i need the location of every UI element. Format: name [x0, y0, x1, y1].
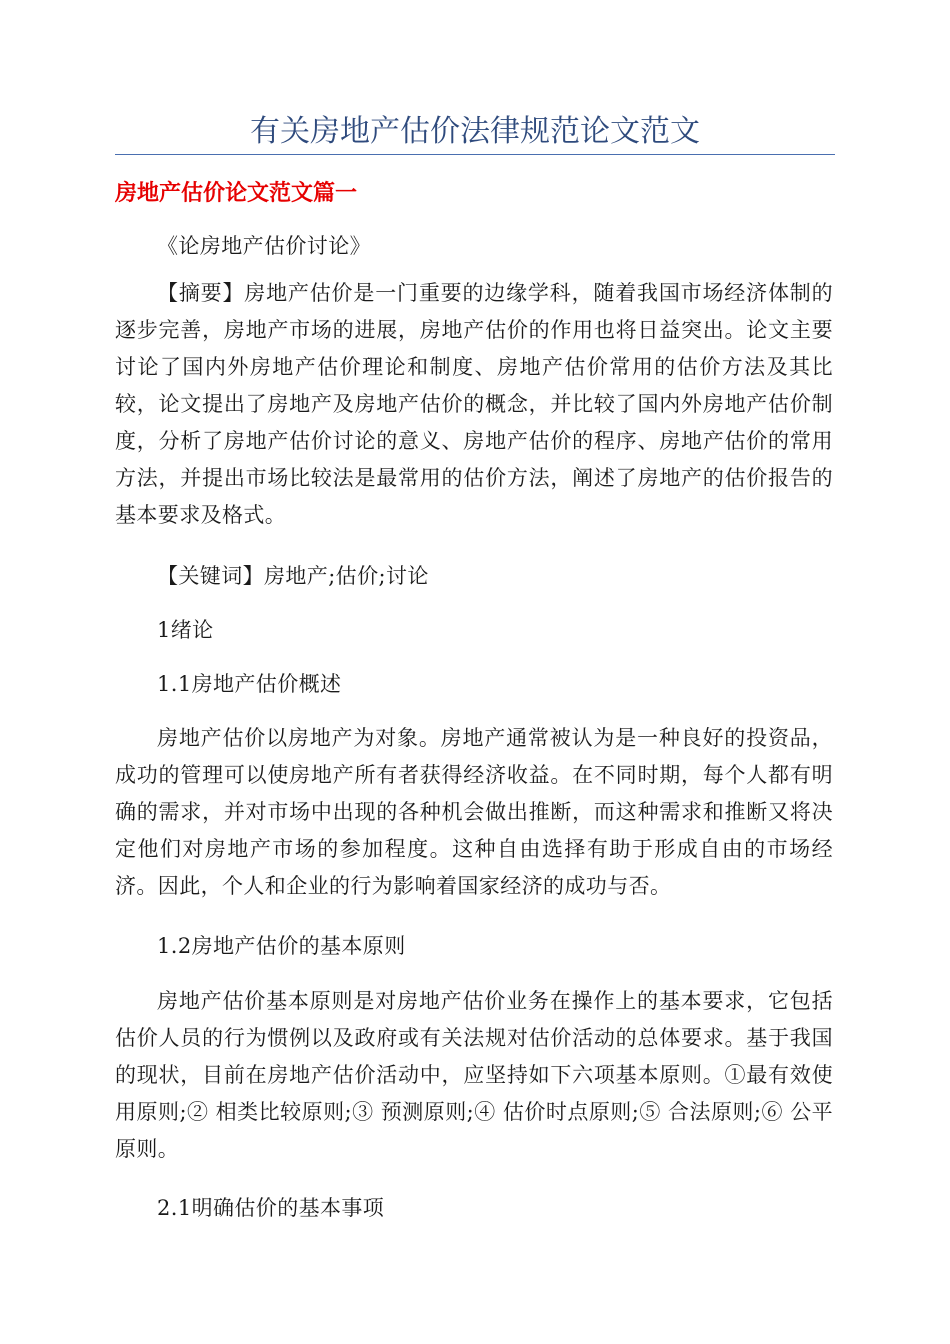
heading-1-1: 1.1房地产估价概述 [157, 672, 342, 696]
document-title: 有关房地产估价法律规范论文范文 [250, 114, 700, 149]
paper-title: 《论房地产估价讨论》 [157, 234, 371, 258]
abstract-paragraph: 【摘要】房地产估价是一门重要的边缘学科，随着我国市场经济体制的逐步完善，房地产市场的进展，房地产估价的作用也将日益突出。论文主要讨论了国内外房地产估价理论和制度、房地产估价常用的估价方法及其比较，论文提出了房地产及房地产估价的概念，并比较了国内外房地产估价制度，分析了房地产估价讨论的意义、房地产估价的程序、房地产估价的常用方法，并提出市场比较法是最常用的估价方法，阐述了房地产的估价报告的基本要求及格式。 [115, 281, 833, 527]
title-underline [115, 154, 835, 155]
section-heading: 房地产估价论文范文篇一 [115, 181, 358, 206]
heading-1-2: 1.2房地产估价的基本原则 [157, 934, 406, 958]
paragraph-1-2: 房地产估价基本原则是对房地产估价业务在操作上的基本要求，它包括估价人员的行为惯例以及政府或有关法规对估价活动的总体要求。基于我国的现状，目前在房地产估价活动中，应坚持如下六项基本原则。①最有效使用原则;② 相类比较原则;③ 预测原则;④ 估价时点原则;⑤ 合法原则;⑥ 公平原则。 [115, 989, 833, 1161]
heading-2-1: 2.1明确估价的基本事项 [157, 1196, 385, 1220]
heading-1: 1绪论 [157, 618, 214, 642]
keywords-line: 【关键词】房地产;估价;讨论 [157, 564, 429, 588]
paragraph-1-1: 房地产估价以房地产为对象。房地产通常被认为是一种良好的投资品，成功的管理可以使房地产所有者获得经济收益。在不同时期，每个人都有明确的需求，并对市场中出现的各种机会做出推断，而这种需求和推断又将决定他们对房地产市场的参加程度。这种自由选择有助于形成自由的市场经济。因此，个人和企业的行为影响着国家经济的成功与否。 [115, 726, 833, 898]
